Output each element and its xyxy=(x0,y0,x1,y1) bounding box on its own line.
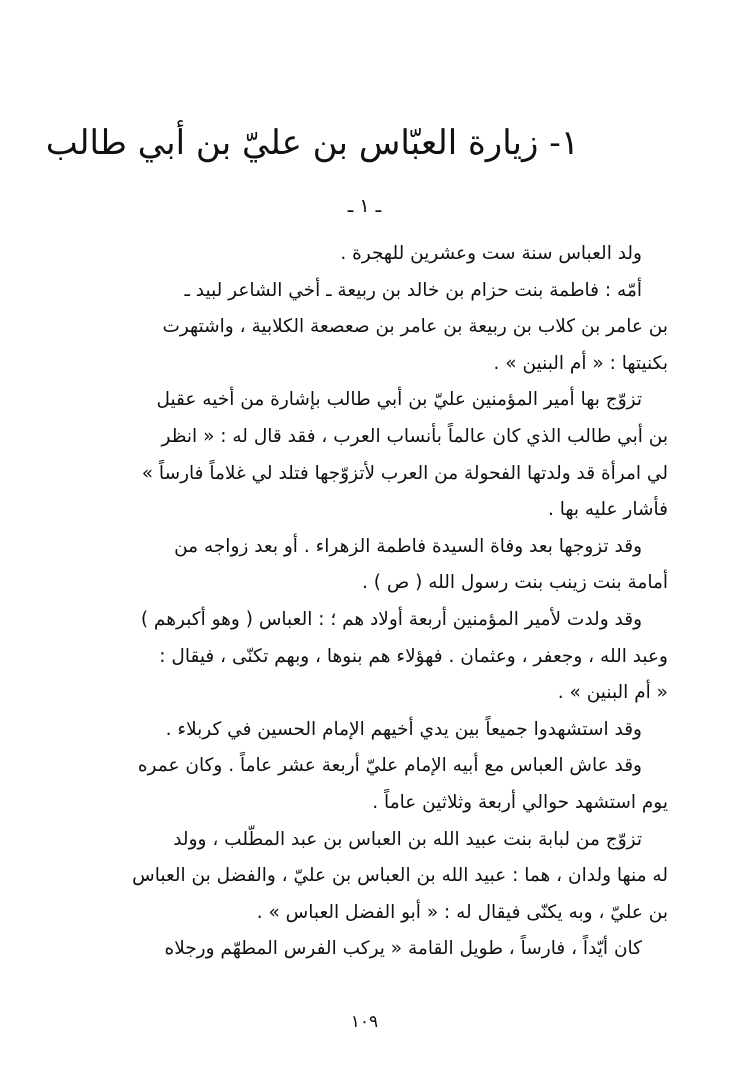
text-line: أمّه : فاطمة بنت حزام بن خالد بن ربيعة ـ أخي الشاعر لبيد ـ xyxy=(184,279,642,301)
paragraph xyxy=(64,931,668,968)
paragraph xyxy=(64,382,668,528)
text-line: له منها ولدان ، هما : عبيد الله بن العباس بن عليّ ، والفضل بن العباس xyxy=(132,865,668,887)
paragraph xyxy=(64,236,668,273)
text-line: بن عامر بن كلاب بن ربيعة بن عامر بن صعصعة الكلابية ، واشتهرت xyxy=(162,316,668,338)
paragraph xyxy=(64,273,668,383)
paragraph xyxy=(64,529,668,602)
text-line: فأشار عليه بها . xyxy=(547,499,668,521)
text-line: بكنيتها : « أم البنين » . xyxy=(493,352,668,374)
text-line: تزوّج بها أمير المؤمنين عليّ بن أبي طالب بإشارة من أخيه عقيل xyxy=(156,389,642,411)
section-number: ـ ١ ـ xyxy=(347,195,382,217)
page-number: ١٠٩ xyxy=(350,1012,379,1032)
text-line: يوم استشهد حوالي أربعة وثلاثين عاماً . xyxy=(372,791,668,813)
text-line: وقد ولدت لأمير المؤمنين أربعة أولاد هم ؛ : العباس ( وهو أكبرهم ) xyxy=(140,608,642,630)
chapter-title: ١- زيارة العبّاس بن عليّ بن أبي طالب xyxy=(45,123,579,163)
text-line: لي امرأة قد ولدتها الفحولة من العرب لأتزوّجها فتلد لي غلاماً فارساً » xyxy=(141,462,668,484)
text-line: تزوّج من لبابة بنت عبيد الله بن العباس بن عبد المطّلب ، وولد xyxy=(173,828,642,850)
text-line: وقد استشهدوا جميعاً بين يدي أخيهم الإمام الحسين في كربلاء . xyxy=(165,718,642,740)
text-line: وعبد الله ، وجعفر ، وعثمان . فهؤلاء هم بنوها ، وبهم تكنّى ، فيقال : xyxy=(159,645,668,667)
text-line: وقد تزوجها بعد وفاة السيدة فاطمة الزهراء . أو بعد زواجه من xyxy=(174,535,642,557)
text-line: ولد العباس سنة ست وعشرين للهجرة . xyxy=(340,243,642,264)
paragraph xyxy=(64,822,668,932)
text-line: « أم البنين » . xyxy=(557,682,668,704)
text-line: كان أيّداً ، فارساً ، طويل القامة « يركب الفرس المطهّم ورجلاه xyxy=(164,938,642,960)
text-line: وقد عاش العباس مع أبيه الإمام عليّ أربعة عشر عاماً . وكان عمره xyxy=(137,755,642,777)
paragraph xyxy=(64,712,668,749)
body-text xyxy=(64,236,668,968)
text-line: أمامة بنت زينب بنت رسول الله ( ص ) . xyxy=(362,572,668,594)
paragraph xyxy=(64,602,668,712)
text-line: بن أبي طالب الذي كان عالماً بأنساب العرب ، فقد قال له : « انظر xyxy=(161,425,668,447)
text-line: بن عليّ ، وبه يكنّى فيقال له : « أبو الفضل العباس » . xyxy=(256,901,668,923)
paragraph xyxy=(64,748,668,821)
